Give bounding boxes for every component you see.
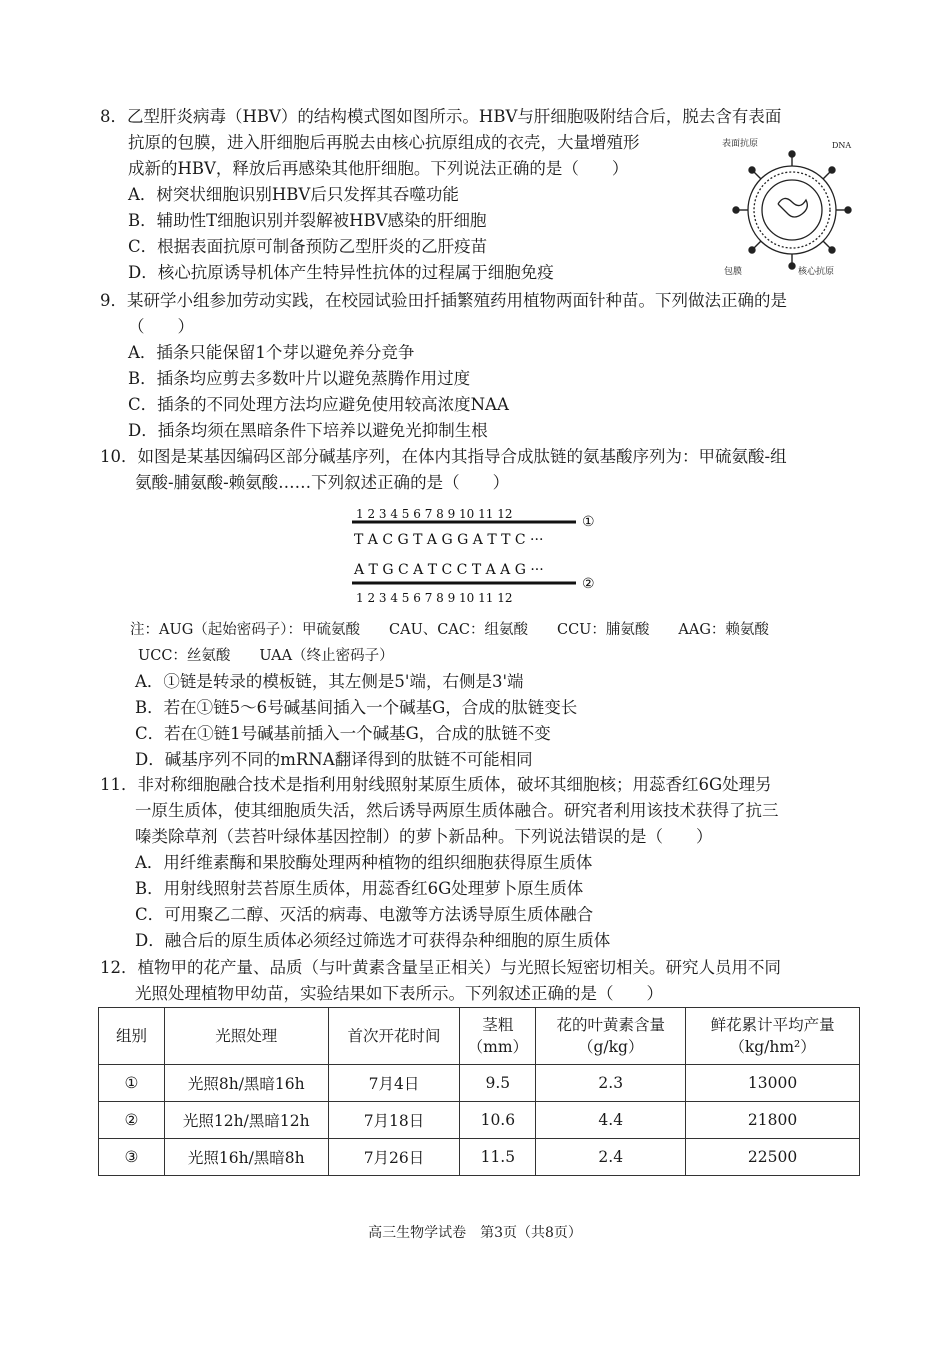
question-9-stem-line-1: 9．某研学小组参加劳动实践，在校园试验田扦插繁殖药用植物两面针种苗。下列做法正确的是 [100,291,787,310]
question-8-option-c: C．根据表面抗原可制备预防乙型肝炎的乙肝疫苗 [128,237,488,256]
hbv-structure-figure [720,136,860,276]
hbv-surface-spikes [733,151,851,269]
question-9 [100,288,860,444]
question-11-option-d: D．融合后的原生质体必须经过筛选才可获得杂种细胞的原生质体 [135,931,611,950]
question-9-option-b: B．插条均应剪去多数叶片以避免蒸腾作用过度 [128,369,471,388]
question-9-option-d: D．插条均须在黑暗条件下培养以避免光抑制生根 [128,421,488,440]
question-10-notes-options [100,617,860,773]
strand-2-label: ② [582,576,595,592]
cell-light: 光照12h/黑暗12h [164,1102,328,1139]
header-light-treatment: 光照处理 [164,1008,328,1065]
dna-sequence-figure [350,504,610,608]
cell-lutein: 2.3 [536,1065,686,1102]
label-surface-antigen: 表面抗原 [722,139,759,149]
hbv-dna-strand [778,198,807,217]
question-10-stem-line-1: 10．如图是某基因编码区部分碱基序列，在体内其指导合成肽链的氨基酸序列为：甲硫氨酸-组 [100,447,787,466]
question-10-option-d: D．碱基序列不同的mRNA翻译得到的肽链不可能相同 [135,750,533,769]
header-lutein-content: 花的叶黄素含量 （g/kg） [536,1008,686,1065]
question-8-option-a: A．树突状细胞识别HBV后只发挥其吞噬功能 [128,185,459,204]
question-11-option-b: B．用射线照射芸苔原生质体，用蕊香红6G处理萝卜原生质体 [135,879,584,898]
question-10-option-c: C．若在①链1号碱基前插入一个碱基G，合成的肽链不变 [135,724,551,743]
codon-note-line-2: UCC：丝氨酸 UAA（终止密码子） [138,648,394,664]
question-11-option-a: A．用纤维素酶和果胶酶处理两种植物的组织细胞获得原生质体 [135,853,593,872]
cell-stem: 9.5 [460,1065,536,1102]
header-flower-yield: 鲜花累计平均产量 （kg/hm²） [686,1008,860,1065]
question-12 [100,955,860,1007]
header-stem-diameter: 茎粗 （mm） [460,1008,536,1065]
strand-2-sequence: A T G C A T C C T A A G ··· [354,562,544,578]
strand-1-sequence: T A C G T A G G A T T C ··· [354,532,544,548]
cell-lutein: 4.4 [536,1102,686,1139]
table-row [99,1102,860,1139]
label-envelope: 包膜 [724,267,743,276]
cell-flowering: 7月4日 [328,1065,460,1102]
question-10 [100,444,860,496]
label-core-antigen: 核心抗原 [798,267,835,276]
cell-light: 光照16h/黑暗8h [164,1139,328,1176]
strand-1-label: ① [582,514,595,530]
cell-yield: 21800 [686,1102,860,1139]
question-9-option-c: C．插条的不同处理方法均应避免使用较高浓度NAA [128,395,509,414]
question-11 [100,772,860,954]
question-10-option-b: B．若在①链5～6号碱基间插入一个碱基G，合成的肽链变长 [135,698,578,717]
cell-stem: 10.6 [460,1102,536,1139]
question-8-option-b: B．辅助性T细胞识别并裂解被HBV感染的肝细胞 [128,211,487,230]
question-8-stem-line-2: 抗原的包膜，进入肝细胞后再脱去由核心抗原组成的衣壳，大量增殖形 [128,133,640,152]
cell-lutein: 2.4 [536,1139,686,1176]
hbv-core [762,180,822,240]
cell-group: ① [99,1065,165,1102]
question-9-option-a: A．插条只能保留1个芽以避免养分竞争 [128,343,415,362]
cell-yield: 22500 [686,1139,860,1176]
cell-yield: 13000 [686,1065,860,1102]
question-8-stem-line-1: 8．乙型肝炎病毒（HBV）的结构模式图如图所示。HBV与肝细胞吸附结合后，脱去含有表面 [100,107,782,126]
question-8-stem-line-3: 成新的HBV，释放后再感染其他肝细胞。下列说法正确的是（ ） [128,159,629,178]
table-header-row [99,1008,860,1065]
hbv-envelope [748,166,836,254]
question-8-option-d: D．核心抗原诱导机体产生特异性抗体的过程属于细胞免疫 [128,263,554,282]
question-9-stem-line-2: （ ） [128,317,194,336]
question-11-stem-line-1: 11．非对称细胞融合技术是指利用射线照射某原生质体，破坏其细胞核；用蕊香红6G处理另 [100,775,772,794]
question-12-stem-line-2: 光照处理植物甲幼苗，实验结果如下表所示。下列叙述正确的是（ ） [135,984,663,1003]
page-footer: 高三生物学试卷 第3页（共8页） [368,1225,582,1241]
label-dna: DNA [832,141,852,150]
strand-2-numbers: 1 2 3 4 5 6 7 8 9 10 11 12 [356,591,513,605]
strand-1-numbers: 1 2 3 4 5 6 7 8 9 10 11 12 [356,507,513,521]
question-12-stem-line-1: 12．植物甲的花产量、品质（与叶黄素含量呈正相关）与光照长短密切相关。研究人员用不同 [100,958,781,977]
question-11-stem-line-2: 一原生质体，使其细胞质失活，然后诱导两原生质体融合。研究者利用该技术获得了抗三 [135,801,779,820]
header-group: 组别 [99,1008,165,1065]
cell-flowering: 7月18日 [328,1102,460,1139]
header-first-flowering: 首次开花时间 [328,1008,460,1065]
question-11-stem-line-3: 嗪类除草剂（芸苔叶绿体基因控制）的萝卜新品种。下列说法错误的是（ ） [135,827,713,846]
cell-flowering: 7月26日 [328,1139,460,1176]
hbv-capsid [754,172,830,248]
codon-note-line-1: 注：AUG（起始密码子）：甲硫氨酸 CAU、CAC：组氨酸 CCU：脯氨酸 AAG：赖氨酸 [130,622,769,638]
light-treatment-table [98,1007,860,1176]
question-10-option-a: A．①链是转录的模板链，其左侧是5'端，右侧是3'端 [135,672,524,691]
cell-group: ③ [99,1139,165,1176]
table-row [99,1139,860,1176]
cell-group: ② [99,1102,165,1139]
question-10-stem-line-2: 氨酸-脯氨酸-赖氨酸……下列叙述正确的是（ ） [135,473,510,492]
question-11-option-c: C．可用聚乙二醇、灭活的病毒、电激等方法诱导原生质体融合 [135,905,594,924]
cell-stem: 11.5 [460,1139,536,1176]
table-row [99,1065,860,1102]
cell-light: 光照8h/黑暗16h [164,1065,328,1102]
